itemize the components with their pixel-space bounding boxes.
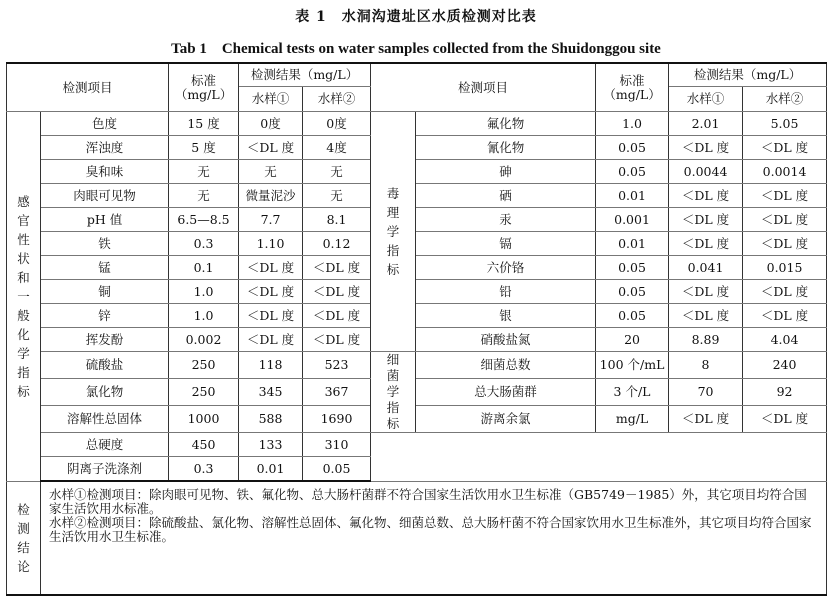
cell-standard: 250 [169, 379, 239, 406]
cell-standard: 450 [169, 433, 239, 457]
table-row [7, 433, 827, 457]
cell-sample1: 8 [669, 352, 743, 379]
cell-standard: 1.0 [596, 112, 669, 136]
cell-item: 锌 [41, 304, 169, 328]
cell-sample2: ＜DL 度 [303, 304, 371, 328]
header-sample2-right: 水样② [743, 87, 827, 112]
cell-sample2: ＜DL 度 [743, 208, 827, 232]
cell-sample1: 8.89 [669, 328, 743, 352]
header-sample1-left: 水样① [239, 87, 303, 112]
header-results-left: 检测结果（mg/L） [239, 63, 371, 87]
header-standard-right [596, 63, 669, 112]
cell-standard: 0.05 [596, 256, 669, 280]
table-row [7, 160, 827, 184]
table-title-en: Tab 1 Chemical tests on water samples collected from the Shuidonggou site [171, 41, 661, 57]
cell-sample2: ＜DL 度 [303, 328, 371, 352]
cell-sample1: ＜DL 度 [239, 256, 303, 280]
cell-sample1: 2.01 [669, 112, 743, 136]
cell-sample2: 523 [303, 352, 371, 379]
empty-cell [371, 433, 827, 482]
cell-sample1: 0.0044 [669, 160, 743, 184]
header-row [7, 63, 827, 87]
cell-item: 氯化物 [41, 379, 169, 406]
cell-standard: 250 [169, 352, 239, 379]
conclusion-label [7, 481, 41, 595]
table-row [7, 232, 827, 256]
cell-standard: 0.3 [169, 457, 239, 482]
cell-sample1: ＜DL 度 [669, 184, 743, 208]
cell-sample1: 345 [239, 379, 303, 406]
cell-sample2: 4度 [303, 136, 371, 160]
cell-sample1: 0.041 [669, 256, 743, 280]
table-row [7, 112, 827, 136]
cell-item: 硒 [416, 184, 596, 208]
table-row [7, 208, 827, 232]
header-standard-left [169, 63, 239, 112]
header-item-left: 检测项目 [7, 63, 169, 112]
header-standard-unit: （mg/L） [174, 86, 233, 102]
header-results-right: 检测结果（mg/L） [669, 63, 827, 87]
cell-standard: 100 个/mL [596, 352, 669, 379]
cell-sample1: ＜DL 度 [239, 304, 303, 328]
cell-sample2: ＜DL 度 [743, 304, 827, 328]
cell-standard: mg/L [596, 406, 669, 433]
cell-sample1: 7.7 [239, 208, 303, 232]
cell-standard: 3 个/L [596, 379, 669, 406]
table-row [7, 379, 827, 406]
cell-sample1: 微量泥沙 [239, 184, 303, 208]
group-label-text: 毒理学指标 [386, 186, 400, 277]
table-row [7, 304, 827, 328]
group-label-text: 细菌学指标 [386, 352, 400, 431]
table-row [7, 184, 827, 208]
table-row [7, 280, 827, 304]
cell-sample1: 1.10 [239, 232, 303, 256]
cell-standard: 6.5—8.5 [169, 208, 239, 232]
cell-standard: 0.05 [596, 280, 669, 304]
cell-item: 肉眼可见物 [41, 184, 169, 208]
cell-sample2: ＜DL 度 [743, 136, 827, 160]
cell-standard: 20 [596, 328, 669, 352]
cell-sample2: ＜DL 度 [743, 232, 827, 256]
table-row [7, 328, 827, 352]
cell-item: 硫酸盐 [41, 352, 169, 379]
cell-sample1: ＜DL 度 [239, 280, 303, 304]
cell-standard: 0.01 [596, 232, 669, 256]
cell-item: 汞 [416, 208, 596, 232]
cell-sample2: 无 [303, 184, 371, 208]
cell-sample2: 5.05 [743, 112, 827, 136]
cell-sample2: ＜DL 度 [743, 406, 827, 433]
cell-sample2: ＜DL 度 [743, 184, 827, 208]
header-standard-label: 标准 [191, 72, 217, 88]
conclusion-label-text: 检测结论 [17, 501, 30, 574]
cell-item: 镉 [416, 232, 596, 256]
cell-sample2: 0.0014 [743, 160, 827, 184]
cell-sample1: ＜DL 度 [669, 136, 743, 160]
cell-standard: 0.01 [596, 184, 669, 208]
cell-sample2: 92 [743, 379, 827, 406]
cell-item: 砷 [416, 160, 596, 184]
cell-standard: 15 度 [169, 112, 239, 136]
cell-item: 游离余氯 [416, 406, 596, 433]
cell-item: 六价铬 [416, 256, 596, 280]
cell-standard: 0.05 [596, 160, 669, 184]
group-label-sensory [7, 112, 41, 482]
cell-sample1: ＜DL 度 [669, 304, 743, 328]
table-row [7, 352, 827, 379]
cell-sample1: ＜DL 度 [669, 280, 743, 304]
cell-sample2: 无 [303, 160, 371, 184]
cell-item: 锰 [41, 256, 169, 280]
cell-item: 铜 [41, 280, 169, 304]
cell-standard: 0.05 [596, 136, 669, 160]
cell-sample2: ＜DL 度 [743, 280, 827, 304]
cell-standard: 1.0 [169, 280, 239, 304]
cell-sample1: 0.01 [239, 457, 303, 482]
group-label-bacterial [371, 352, 416, 433]
cell-sample2: 0.12 [303, 232, 371, 256]
cell-sample2: 0度 [303, 112, 371, 136]
cell-standard: 1.0 [169, 304, 239, 328]
cell-standard: 0.05 [596, 304, 669, 328]
cell-item: 浑浊度 [41, 136, 169, 160]
header-item-right: 检测项目 [371, 63, 596, 112]
cell-sample1: 无 [239, 160, 303, 184]
group-label-text: 感官性状和一般化学指标 [17, 193, 30, 399]
conclusion-text2: 水样②检测项目：除硫酸盐、氯化物、溶解性总固体、氟化物、细菌总数、总大肠杆菌不符合国家饮用水卫生标准外，其它项目均符合国家生活饮用水卫生标准。 [49, 515, 812, 544]
cell-item: 铅 [416, 280, 596, 304]
cell-sample1: ＜DL 度 [239, 136, 303, 160]
table-title-cn: 表 1 水洞沟遗址区水质检测对比表 [295, 9, 537, 25]
cell-item: 细菌总数 [416, 352, 596, 379]
table-row [7, 136, 827, 160]
conclusion-row [7, 481, 827, 595]
cell-sample2: 310 [303, 433, 371, 457]
cell-sample2: 0.05 [303, 457, 371, 482]
cell-standard: 无 [169, 160, 239, 184]
cell-item: pH 值 [41, 208, 169, 232]
conclusion-text [41, 481, 827, 595]
cell-item: 总硬度 [41, 433, 169, 457]
cell-sample2: 8.1 [303, 208, 371, 232]
table-row [7, 256, 827, 280]
cell-standard: 无 [169, 184, 239, 208]
table-row [7, 406, 827, 433]
cell-sample2: 367 [303, 379, 371, 406]
header-standard-label: 标准 [619, 72, 645, 88]
cell-sample2: 4.04 [743, 328, 827, 352]
conclusion-text1: 水样①检测项目：除肉眼可见物、铁、氟化物、总大肠杆菌群不符合国家生活饮用水卫生标准（GB5749－1985）外，其它项目均符合国家生活饮用水标准。 [49, 487, 807, 516]
cell-standard: 0.3 [169, 232, 239, 256]
header-standard-unit: （mg/L） [603, 86, 661, 102]
cell-standard: 5 度 [169, 136, 239, 160]
cell-item: 挥发酚 [41, 328, 169, 352]
cell-standard: 0.002 [169, 328, 239, 352]
cell-sample1: 133 [239, 433, 303, 457]
cell-sample2: 1690 [303, 406, 371, 433]
cell-item: 氰化物 [416, 136, 596, 160]
cell-sample1: ＜DL 度 [669, 208, 743, 232]
cell-sample1: 0度 [239, 112, 303, 136]
group-label-toxic [371, 112, 416, 352]
cell-item: 臭和味 [41, 160, 169, 184]
cell-standard: 1000 [169, 406, 239, 433]
cell-sample2: 240 [743, 352, 827, 379]
cell-item: 总大肠菌群 [416, 379, 596, 406]
cell-item: 氟化物 [416, 112, 596, 136]
cell-sample1: ＜DL 度 [669, 232, 743, 256]
cell-sample1: 70 [669, 379, 743, 406]
cell-sample2: 0.015 [743, 256, 827, 280]
cell-sample1: ＜DL 度 [669, 406, 743, 433]
cell-sample1: 118 [239, 352, 303, 379]
cell-item: 溶解性总固体 [41, 406, 169, 433]
cell-standard: 0.001 [596, 208, 669, 232]
cell-item: 阴离子洗涤剂 [41, 457, 169, 482]
cell-standard: 0.1 [169, 256, 239, 280]
cell-item: 色度 [41, 112, 169, 136]
water-quality-table [6, 62, 827, 596]
cell-sample2: ＜DL 度 [303, 280, 371, 304]
cell-item: 银 [416, 304, 596, 328]
cell-sample1: ＜DL 度 [239, 328, 303, 352]
header-sample1-right: 水样① [669, 87, 743, 112]
cell-sample2: ＜DL 度 [303, 256, 371, 280]
header-sample2-left: 水样② [303, 87, 371, 112]
cell-item: 硝酸盐氮 [416, 328, 596, 352]
cell-sample1: 588 [239, 406, 303, 433]
cell-item: 铁 [41, 232, 169, 256]
